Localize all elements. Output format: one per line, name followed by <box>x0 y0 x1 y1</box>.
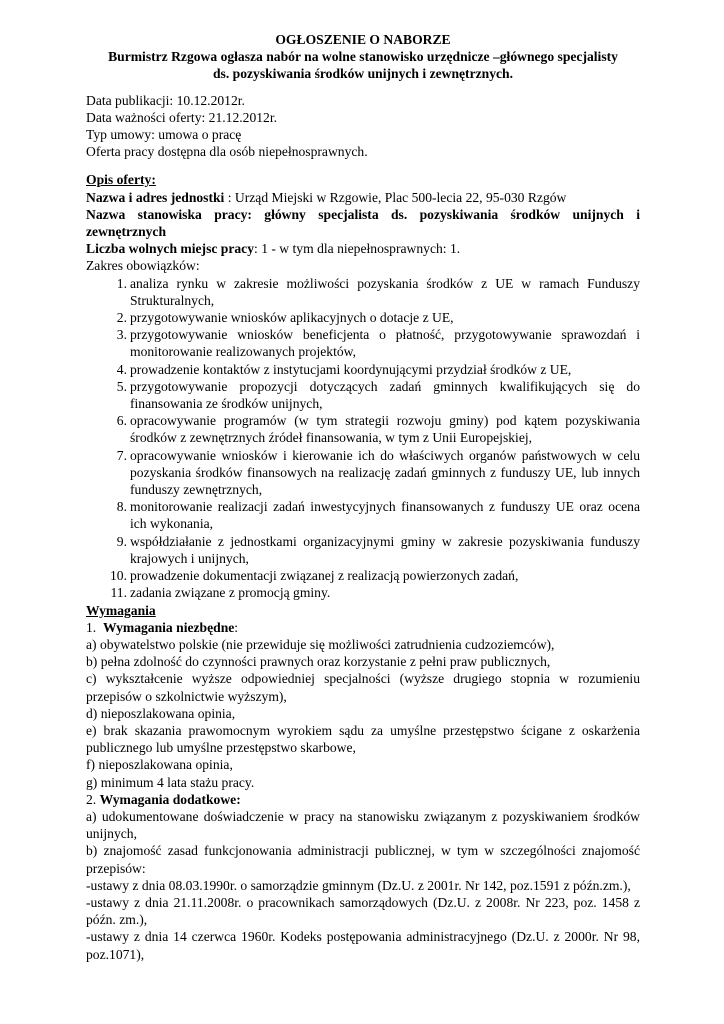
required-item: d) nieposzlakowana opinia, <box>86 705 236 721</box>
publication-date: Data publikacji: 10.12.2012r. <box>86 92 245 108</box>
required-item: e) brak skazania prawomocnym wyrokiem sądu za umyślne przestępstwo ścigane z oskarżenia publicznego lub umyślne przestępstwo skarbowe, <box>86 722 640 756</box>
disabled-availability: Oferta pracy dostępna dla osób niepełnosprawnych. <box>86 144 368 160</box>
list-item: 8. monitorowanie realizacji zadań inwestycyjnych finansowanych z funduszy UE oraz ocena ich wykonania, <box>116 499 640 532</box>
required-item: b) pełna zdolność do czynności prawnych oraz korzystanie z pełni praw publicznych, <box>86 654 551 670</box>
requirements-section <box>86 602 640 963</box>
list-item: 9. współdziałanie z jednostkami organizacyjnymi gminy w zakresie pozyskiwania funduszy krajowych i unijnych, <box>116 533 640 566</box>
duties-intro: Zakres obowiązków: <box>86 258 200 274</box>
info-block <box>86 92 640 161</box>
duties-list <box>86 275 640 602</box>
announcement-subtitle-line-2: ds. pozyskiwania środków unijnych i zewnętrznych. <box>213 66 513 82</box>
additional-item: b) znajomość zasad funkcjonowania administracji publicznej, w tym w szczególności znajomość przepisów: <box>86 843 640 876</box>
required-item: g) minimum 4 lata stażu pracy. <box>86 774 255 790</box>
required-heading: Wymagania niezbędne <box>103 619 235 635</box>
unit-label: Nazwa i adres jednostki <box>86 189 225 205</box>
list-item: 6. opracowywanie programów (w tym strategii rozwoju gminy) pod kątem pozyskiwania środków z zewnętrznych źródeł finansowania, w tym z Unii Europejskiej, <box>116 413 640 446</box>
unit-line <box>86 189 640 206</box>
position-line <box>86 206 640 240</box>
announcement-subtitle-line-1: Burmistrz Rzgowa ogłasza nabór na wolne stanowisko urzędnicze –głównego specjalisty <box>108 49 618 65</box>
additional-item: -ustawy z dnia 14 czerwca 1960r. Kodeks postępowania administracyjnego (Dz.U. z 2000r. Nr 98, poz.1071), <box>86 929 640 962</box>
requirements-heading: Wymagania <box>86 602 156 618</box>
unit-value: : Urząd Miejski w Rzgowie, Plac 500-lecia 22, 95-030 Rzgów <box>224 189 567 205</box>
additional-item: -ustawy z dnia 21.11.2008r. o pracownikach samorządowych (Dz.U. z 2008r. Nr 223, poz. 1458 z późn. zm.), <box>86 894 640 928</box>
list-item: 10. prowadzenie dokumentacji związanej z realizacją powierzonych zadań, <box>110 568 519 584</box>
required-item: c) wykształcenie wyższe odpowiedniej specjalności (wyższe drugiego stopnia w rozumieniu przepisów o szkolnictwie wyższym), <box>86 671 640 704</box>
document-header <box>86 31 640 83</box>
additional-heading: Wymagania dodatkowe: <box>99 791 241 807</box>
required-item: f) nieposzlakowana opinia, <box>86 757 233 773</box>
vacancies-line <box>86 240 640 257</box>
list-item: 4. prowadzenie kontaktów z instytucjami koordynującymi przydział środków z UE, <box>116 361 572 377</box>
additional-item: -ustawy z dnia 08.03.1990r. o samorządzie gminnym (Dz.U. z 2001r. Nr 142, poz.1591 z późn.zm.), <box>86 877 631 893</box>
position-label: Nazwa stanowiska pracy <box>86 206 248 222</box>
document-page <box>86 31 640 963</box>
additional-heading-line: 2. Wymagania dodatkowe: <box>86 791 241 807</box>
offer-validity-date: Data ważności oferty: 21.12.2012r. <box>86 109 278 125</box>
required-item: a) obywatelstwo polskie (nie przewiduje się możliwości zatrudnienia cudzoziemców), <box>86 636 555 652</box>
list-item: 3. przygotowywanie wniosków beneficjenta o płatność, przygotowywanie sprawozdań i monitorowanie realizowanych projektów, <box>116 327 640 360</box>
contract-type: Typ umowy: umowa o pracę <box>86 127 242 143</box>
position-value: : główny specjalista ds. pozyskiwania środków unijnych i zewnętrznych <box>86 206 640 240</box>
list-item: 2. przygotowywanie wniosków aplikacyjnych o dotacje z UE, <box>116 310 454 326</box>
vacancies-label: Liczba wolnych miejsc pracy <box>86 241 255 257</box>
list-item: 11. zadania związane z promocją gminy. <box>110 585 331 601</box>
offer-heading: Opis oferty: <box>86 172 156 188</box>
list-item: 7. opracowywanie wniosków i kierowanie ich do właściwych organów państwowych w celu pozyskania środków finansowych na realizację zadań gminnych z funduszy UE, lub innych funduszy zewnętrznych, <box>116 447 640 498</box>
announcement-title: OGŁOSZENIE O NABORZE <box>275 32 451 47</box>
offer-section <box>86 171 640 601</box>
required-heading-line: 1. Wymagania niezbędne: <box>86 619 239 635</box>
additional-item: a) udokumentowane doświadczenie w pracy na stanowisku związanym z pozyskiwaniem środków unijnych, <box>86 808 640 842</box>
vacancies-value: : 1 - w tym dla niepełnosprawnych: 1. <box>254 241 461 257</box>
list-item: 5. przygotowywanie propozycji dotyczących zadań gminnych kwalifikujących się do finansowania ze środków unijnych, <box>116 378 640 412</box>
list-item: 1. analiza rynku w zakresie możliwości pozyskania środków z UE w ramach Funduszy Strukturalnych, <box>116 275 640 308</box>
